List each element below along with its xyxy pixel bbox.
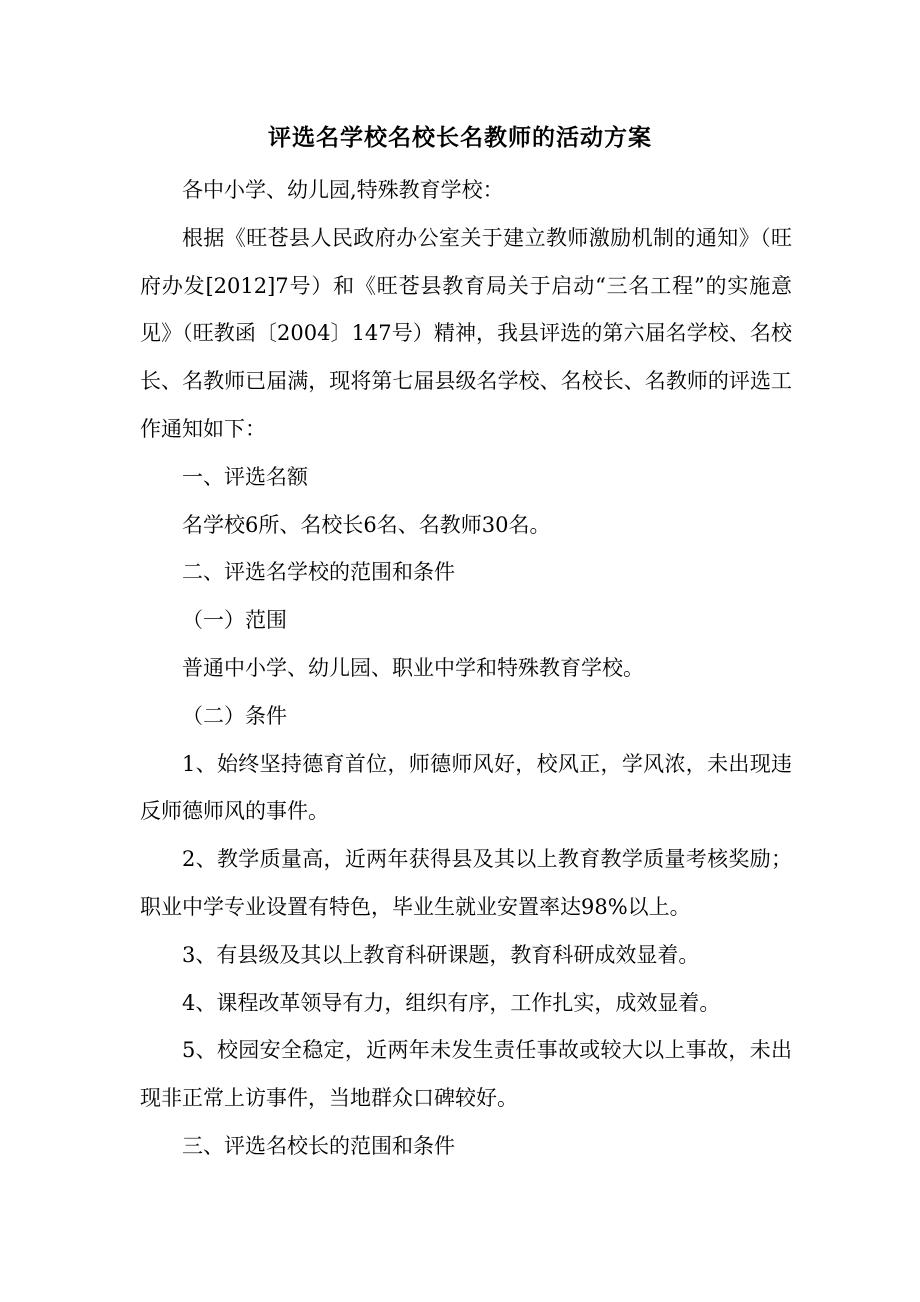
condition-item-1: 1、始终坚持德育首位，师德师风好，校风正，学风浓，未出现违反师德师风的事件。	[140, 751, 792, 824]
section-heading-principal: 三、评选名校长的范围和条件	[182, 1133, 455, 1158]
subheading-scope: （一）范围	[182, 608, 287, 633]
intro-paragraph: 根据《旺苍县人民政府办公室关于建立教师激励机制的通知》（旺府办发[2012]7号）和《旺苍县教育局关于启动“三名工程”的实施意见》（旺教函〔2004〕147号）精神，我县评选的第六届名学校、名校长、名教师已届满，现将第七届县级名学校、名校长、名教师的评选工作通知如下：	[140, 225, 792, 441]
document-title: 评选名学校名校长名教师的活动方案	[268, 125, 652, 151]
condition-item-5: 5、校园安全稳定，近两年未发生责任事故或较大以上事故，未出现非正常上访事件，当地群众口碑较好。	[140, 1038, 792, 1111]
condition-item-4: 4、课程改革领导有力，组织有序，工作扎实，成效显着。	[182, 990, 721, 1015]
scope-paragraph: 普通中小学、幼儿园、职业中学和特殊教育学校。	[182, 655, 644, 680]
salutation: 各中小学、幼儿园,特殊教育学校：	[182, 178, 504, 202]
condition-item-2: 2、教学质量高，近两年获得县及其以上教育教学质量考核奖励；职业中学专业设置有特色，毕业生就业安置率达98%以上。	[140, 847, 792, 919]
section-heading-quota: 一、评选名额	[182, 464, 308, 489]
section-heading-school: 二、评选名学校的范围和条件	[182, 560, 455, 585]
document-body	[140, 167, 792, 1171]
condition-item-3: 3、有县级及其以上教育科研课题，教育科研成效显着。	[182, 942, 700, 967]
subheading-conditions: （二）条件	[182, 703, 287, 728]
quota-paragraph: 名学校6所、名校长6名、名教师30名。	[182, 512, 551, 537]
